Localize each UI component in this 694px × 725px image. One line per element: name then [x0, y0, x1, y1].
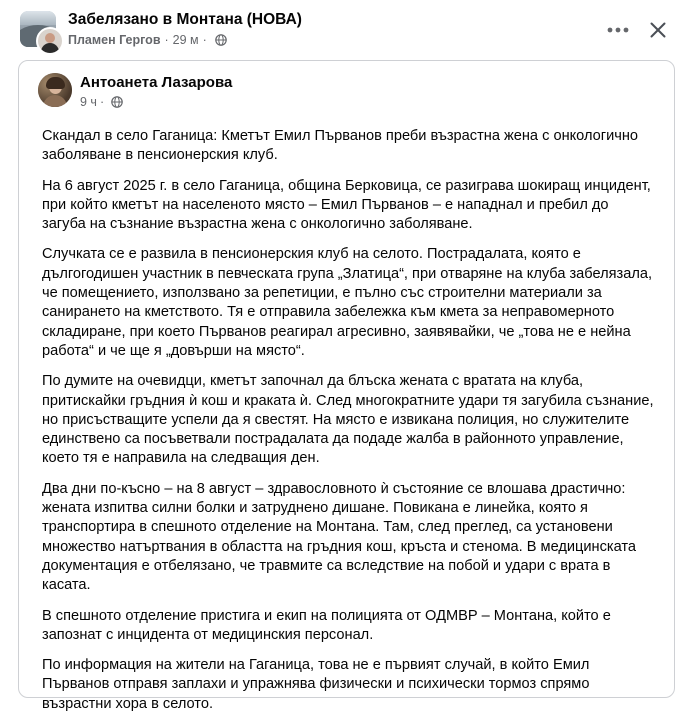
- meta-separator: ·: [164, 33, 169, 47]
- post-paragraph: Скандал в село Гаганица: Кметът Емил Първанов преби възрастна жена с онкологично заболяване в пенсионерския клуб.: [42, 128, 639, 164]
- post-paragraph: По думите на очевидци, кметът започнал да блъска жената с вратата на клуба, притискайки гръдния ѝ кош и краката ѝ. След многократните удари тя загубила съзнание, но присъстващите успели да я свестят. На място е извикана полиция, но служителите единствено са посъветвали пострадалата да подаде жалба в районното управление, което тя е направила на следващия ден.: [42, 373, 654, 467]
- header-actions: [602, 14, 674, 46]
- post-paragraph: Случката се е развила в пенсионерския клуб на селото. Пострадалата, която е дългогодишен участник в певческата група „Златица“, при отваряне на клуба забелязала, че помещението, използвано за репетиции, е пълно със строителни материали за санирането на кметството. Тя е отправила забележка към кмета за неправомерното складиране, при което Първанов реагирал агресивно, заявявайки, че „това не е нейна работа“ и че ще я „довърши на място“.: [42, 246, 653, 359]
- post-text: [42, 127, 654, 725]
- shared-post-meta: [80, 95, 123, 109]
- author-name-link[interactable]: Пламен Гергов: [68, 33, 161, 47]
- group-name-link[interactable]: Забелязано в Монтана (НОВА): [68, 11, 302, 28]
- close-icon: [650, 22, 666, 38]
- close-button[interactable]: [642, 14, 674, 46]
- meta-separator: ·: [99, 95, 105, 109]
- more-horizontal-icon: [607, 27, 629, 33]
- more-options-button[interactable]: [602, 14, 634, 46]
- post-paragraph: Два дни по-късно – на 8 август – здравословното ѝ състояние се влошава драстично: жената изпитва силни болки и затруднено дишане. Повикана е линейка, която я транспортира в спешното отделение на Монтана. Там, след преглед, са установени множество натъртвания в областта на гръдния кош, кръста и стенома. В медицинската документация е отбелязано, че травмите са вследствие на побой и удари с врата в касата.: [42, 480, 637, 594]
- post-paragraph: В спешното отделение пристига и екип на полицията от ОДМВР – Монтана, който е запознат с инцидента от медицинския персонал.: [42, 607, 611, 643]
- post-header: [0, 0, 694, 60]
- author-avatar[interactable]: [36, 27, 64, 55]
- post-paragraph: По информация на жители на Гаганица, това не е първият случай, в който Емил Първанов отправя заплахи и упражнява физически и психически тормоз спрямо възрастни хора в селото.: [42, 657, 590, 712]
- meta-separator: ·: [202, 33, 207, 47]
- shared-author-name-link[interactable]: Антоанета Лазарова: [80, 74, 233, 91]
- shared-post-time[interactable]: 9 ч: [80, 95, 97, 109]
- globe-icon: [111, 96, 123, 108]
- globe-icon: [215, 34, 227, 46]
- post-time[interactable]: 29 м: [172, 33, 199, 47]
- post-meta: [68, 33, 227, 47]
- shared-post-card[interactable]: [18, 60, 675, 712]
- shared-author-avatar[interactable]: [38, 73, 72, 107]
- post-paragraph: На 6 август 2025 г. в село Гаганица, община Берковица, се разиграва шокиращ инцидент, при който кметът на населеното място – Емил Първанов – е нападнал и пребил до загуба на съзнание възрастна жена с онкологично заболяване.: [42, 177, 651, 233]
